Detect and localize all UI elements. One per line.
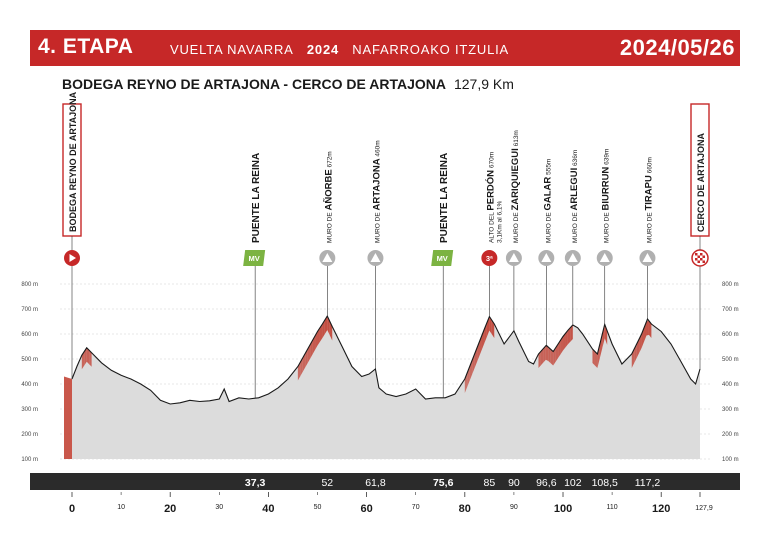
x-tick-label: 20 [164, 503, 177, 515]
marker-label [643, 157, 654, 243]
marker-altitude: 660m [646, 157, 654, 176]
climb-shading [646, 321, 648, 336]
marker-puente-la-reina [243, 153, 265, 266]
marker-añorbe [319, 151, 335, 266]
y-tick-label-right: 800 m [722, 282, 739, 288]
marker-label [323, 151, 334, 243]
marker-name: GALAR [542, 176, 554, 211]
marker-prefix: MURO DE [603, 210, 611, 243]
x-tick-label: 60 [360, 503, 373, 515]
y-tick-label-right: 500 m [722, 357, 739, 363]
marker-label [569, 150, 580, 243]
marker-prefix: MURO DE [646, 210, 654, 243]
km-bar-label: 90 [508, 477, 520, 489]
checker-square [698, 261, 701, 264]
marker-altitude: 639m [603, 148, 611, 167]
x-tick-label: 40 [262, 503, 275, 515]
checker-square [698, 256, 701, 259]
marker-zariquiegui [506, 130, 522, 266]
x-tick-label-minor: 70 [411, 504, 420, 511]
x-tick-label-minor: 10 [117, 504, 125, 511]
km-bar-label: 75,6 [432, 477, 454, 489]
marker-galar [538, 159, 554, 266]
y-tick-label-right: 300 m [722, 407, 739, 413]
y-tick-label-right: 100 m [722, 457, 739, 463]
y-tick-label-left: 600 m [21, 332, 38, 338]
checker-square [703, 261, 706, 264]
x-tick-label-minor: 50 [313, 504, 322, 511]
km-bar-label: 117,2 [634, 477, 661, 489]
checker-square [703, 256, 706, 259]
marker-cerco-de-artajona [691, 104, 709, 266]
marker-altitude: 670m [488, 151, 496, 170]
y-tick-label-left: 500 m [21, 357, 38, 363]
marker-name: PERDÓN [485, 169, 497, 211]
x-tick-label-end: 127,9 [695, 505, 713, 512]
km-bar-label: 108,5 [591, 477, 618, 489]
tour-name-part1: VUELTA NAVARRA [170, 42, 294, 57]
sprint-icon-label: MV [436, 254, 448, 263]
marker-name: CERCO DE ARTAJONA [696, 132, 706, 232]
marker-artajona [367, 140, 383, 266]
marker-name: TIRAPU [643, 175, 655, 211]
km-bar-label: 102 [564, 477, 582, 489]
tour-year: 2024 [306, 42, 340, 57]
checker-square [695, 258, 698, 261]
checker-square [695, 253, 698, 256]
km-bar-label: 52 [321, 477, 334, 489]
tour-name-part2: NAFARROAKO ITZULIA [352, 42, 509, 57]
marker-label [251, 153, 262, 243]
marker-name: PUENTE LA REINA [439, 152, 451, 243]
checker-square [700, 258, 703, 261]
y-tick-label-left: 300 m [21, 407, 38, 413]
marker-altitude: 555m [545, 158, 553, 177]
marker-prefix: MURO DE [571, 210, 579, 243]
marker-label [484, 152, 496, 243]
y-tick-label-right: 200 m [722, 432, 739, 438]
stage-number: 4. ETAPA [38, 35, 134, 58]
marker-name: ZARIQUIEGUI [509, 148, 521, 211]
sprint-icon-label: MV [248, 254, 260, 263]
route-name: BODEGA REYNO DE ARTAJONA - CERCO DE ARTAJONA [62, 76, 446, 92]
marker-name: ARLEGUI [568, 167, 580, 211]
marker-prefix: MURO DE [512, 210, 520, 243]
km-bar-label: 61,8 [365, 477, 386, 489]
marker-biurrun [597, 149, 613, 266]
marker-altitude: 636m [571, 149, 579, 168]
y-tick-label-left: 200 m [21, 432, 38, 438]
marker-altitude: 460m [374, 140, 382, 159]
y-tick-label-left: 700 m [21, 307, 38, 313]
x-tick-label-minor: 30 [215, 504, 224, 511]
y-tick-label-left: 100 m [21, 457, 38, 463]
x-tick-label: 80 [458, 503, 471, 515]
marker-name: BIURRUN [600, 166, 612, 211]
marker-label [601, 149, 612, 243]
marker-prefix: MURO DE [545, 210, 553, 243]
stage-date: 2024/05/26 [619, 35, 735, 60]
x-tick-label: 120 [652, 503, 671, 515]
marker-extra: 3,1Km al 6,1% [496, 200, 504, 243]
x-tick-label-minor: 110 [606, 504, 618, 511]
y-tick-label-left: 800 m [21, 282, 38, 288]
marker-prefix: MURO DE [374, 210, 382, 243]
marker-arlegui [565, 150, 581, 266]
marker-label [510, 130, 521, 243]
marker-tirapu [639, 157, 655, 266]
y-tick-label-right: 400 m [722, 382, 739, 388]
marker-name: BODEGA REYNO DE ARTAJONA [68, 91, 78, 232]
marker-perd-n [481, 152, 503, 266]
x-tick-label: 100 [553, 503, 573, 515]
marker-name: ARTAJONA [371, 158, 383, 211]
start-wall-shading [64, 377, 72, 460]
y-tick-label-left: 400 m [21, 382, 38, 388]
y-tick-label-right: 700 m [722, 307, 739, 313]
marker-label [542, 159, 553, 243]
marker-altitude: 672m [326, 151, 334, 170]
checker-square [700, 253, 703, 256]
marker-puente-la-reina [431, 153, 453, 266]
y-tick-label-right: 600 m [722, 332, 739, 338]
km-bar-label: 37,3 [244, 477, 266, 489]
marker-prefix: MURO DE [326, 210, 334, 243]
marker-label [439, 153, 450, 243]
marker-name: PUENTE LA REINA [251, 152, 263, 243]
marker-name: AÑORBE [323, 169, 335, 211]
climb-shading [546, 346, 548, 361]
marker-altitude: 613m [512, 130, 520, 149]
marker-bodega-reyno-de-artajona [63, 91, 81, 266]
x-tick-label-minor: 90 [510, 504, 518, 511]
marker-label [371, 140, 382, 243]
x-tick-label: 0 [68, 503, 76, 515]
marker-prefix: ALTO DEL [488, 210, 496, 243]
mountain-category-label: 3ª [485, 254, 493, 263]
km-bar-label: 85 [483, 477, 496, 489]
route-distance: 127,9 Km [453, 76, 514, 92]
km-bar-label: 96,6 [536, 477, 557, 489]
